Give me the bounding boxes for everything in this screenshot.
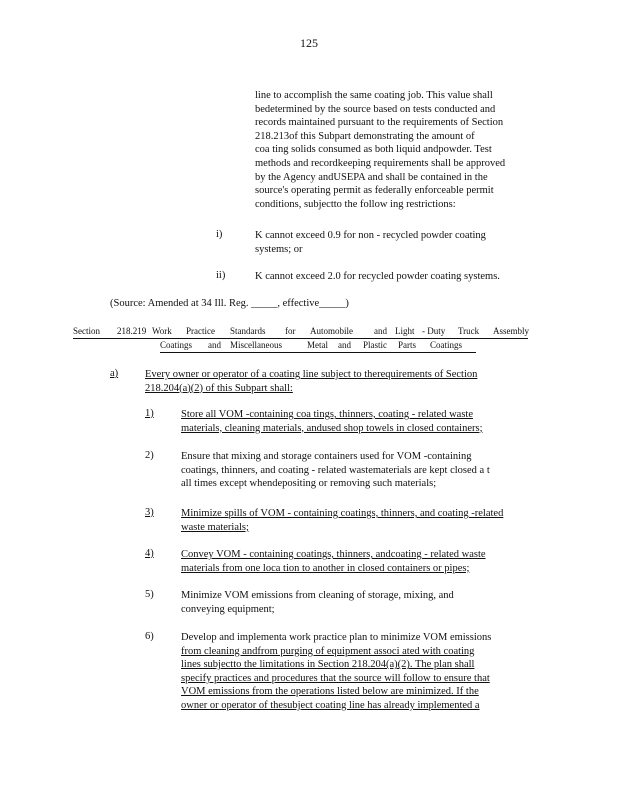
section-word: Light [395,326,415,336]
item-line: specify practices and procedures that the source will follow to ensure that [181,672,490,684]
section-word: Assembly [493,326,529,336]
item-3-text [181,507,541,534]
sub-item-line: K cannot exceed 0.9 for non - recycled powder coating [255,230,486,241]
item-5-text [181,589,541,616]
intro-line: source's operating permit as federally enforceable permit [255,185,494,197]
intro-paragraph [255,89,545,211]
section-word: Automobile [310,326,353,336]
section-word: and [208,340,221,350]
item-line: coatings, thinners, and coating - related wastematerials are kept closed a t [181,464,490,476]
item-line: waste materials; [181,521,249,533]
para-a-line: 218.204(a)(2) of this Subpart shall: [145,382,293,394]
intro-line: methods and recordkeeping requirements shall be approved [255,157,506,169]
para-a-line: Every owner or operator of a coating line subject to therequirements of Section [145,369,478,380]
source-note: (Source: Amended at 34 Ill. Reg. _____, effective_____) [110,298,349,309]
section-word: Standards [230,326,266,336]
item-line: Convey VOM - containing coatings, thinners, andcoating - related waste [181,549,486,560]
section-word: and [338,340,351,350]
section-underline [160,352,476,353]
section-word: Plastic [363,340,387,350]
intro-line: conditions, subjectto the follow ing restrictions: [255,198,456,210]
page-number: 125 [300,36,318,50]
para-a-text [145,368,545,395]
item-1-text [181,408,541,435]
section-word: Metal [307,340,328,350]
item-line: conveying equipment; [181,603,275,615]
section-word: Practice [186,326,215,336]
item-line: Develop and implementa work practice plan to minimize VOM emissions [181,632,492,643]
item-4-label: 4) [145,548,154,559]
item-5-label: 5) [145,589,154,600]
section-word: Section [73,326,100,336]
item-line: Minimize VOM emissions from cleaning of storage, mixing, and [181,590,454,601]
section-number: 218.219 [117,326,147,336]
item-3-label: 3) [145,507,154,518]
section-word: Parts [398,340,416,350]
section-word: Work [152,326,172,336]
item-2-label: 2) [145,450,154,461]
sub-item-label: ii) [216,270,226,281]
item-line: Store all VOM -containing coa tings, thinners, coating - related waste [181,409,473,420]
sub-item-text [255,270,545,284]
intro-line: coa ting solids consumed as both liquid andpowder. Test [255,144,492,156]
section-word: Miscellaneous [230,340,282,350]
intro-line: 218.213of this Subpart demonstrating the amount of [255,130,475,142]
item-6-label: 6) [145,631,154,642]
item-line: materials, cleaning materials, andused shop towels in closed containers; [181,422,483,434]
section-underline [73,338,528,339]
item-line: Minimize spills of VOM - containing coatings, thinners, and coating -related [181,508,504,519]
item-4-text [181,548,541,575]
item-line: materials from one loca tion to another in closed containers or pipes; [181,562,470,574]
item-2-text [181,450,541,491]
sub-item-label: i) [216,229,223,240]
intro-line: records maintained pursuant to the requirements of Section [255,117,504,129]
item-line: owner or operator of thesubject coating line has already implemented a [181,699,480,711]
section-word: Coatings [430,340,463,350]
para-a-label: a) [110,368,119,379]
section-word: and [374,326,387,336]
item-1-label: 1) [145,408,154,419]
section-word: for [285,326,296,336]
item-line: VOM emissions from the operations listed below are minimized. If the [181,686,479,698]
sub-item-line: systems; or [255,243,303,255]
item-line: from cleaning andfrom purging of equipment associ ated with coating [181,645,475,657]
section-word: - Duty [422,326,446,336]
intro-line: line to accomplish the same coating job. This value shall [255,90,493,101]
sub-item-line: K cannot exceed 2.0 for recycled powder coating systems. [255,271,500,282]
intro-line: by the Agency andUSEPA and shall be contained in the [255,171,488,183]
sub-item-text [255,229,545,256]
item-line: all times except whendepositing or removing such materials; [181,478,437,490]
item-line: Ensure that mixing and storage containers used for VOM -containing [181,451,472,462]
intro-line: bedetermined by the source based on tests conducted and [255,103,496,115]
item-6-text [181,631,541,713]
item-line: lines subjectto the limitations in Section 218.204(a)(2). The plan shall [181,659,475,671]
section-word: Coatings [160,340,193,350]
section-word: Truck [458,326,480,336]
